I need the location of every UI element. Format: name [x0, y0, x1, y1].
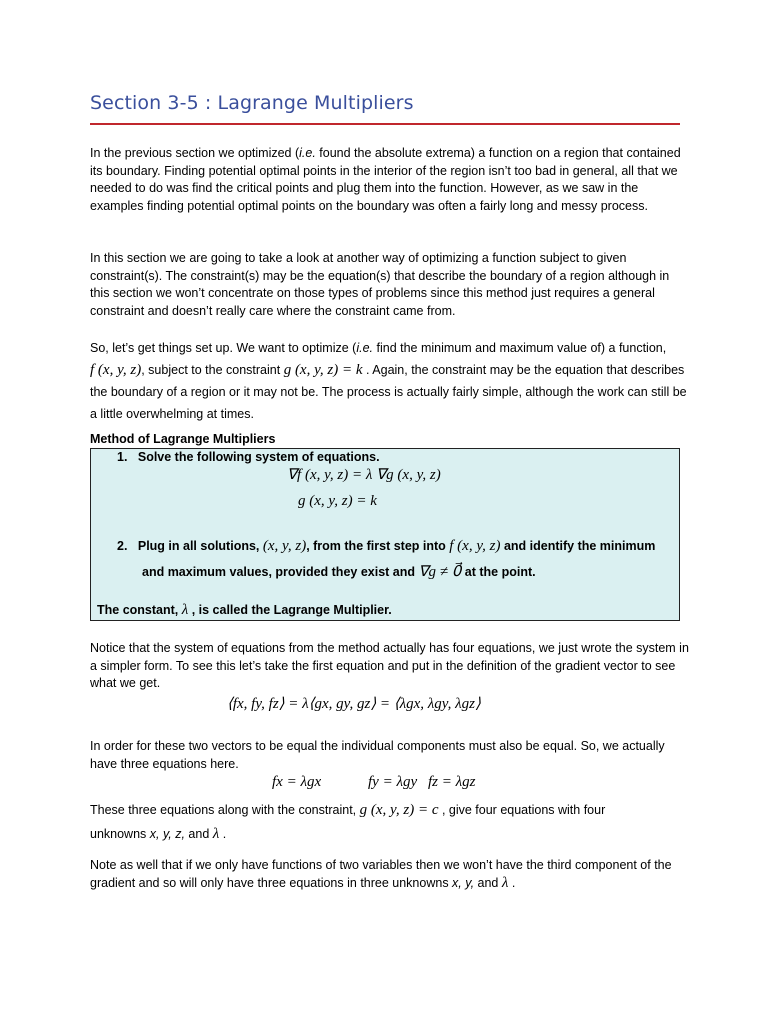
- step-number: 2.: [117, 539, 128, 553]
- text-run: So, let’s get things set up. We want to optimize (: [90, 341, 357, 355]
- body-paragraph-5: In order for these two vectors to be equal the individual components must also be equal. So, we actually have three equations here.: [90, 739, 665, 771]
- text-run: , subject to the constraint: [141, 363, 284, 377]
- lambda-symbol: λ: [212, 826, 220, 842]
- body-paragraph-6: [90, 798, 690, 846]
- lambda-symbol: λ: [501, 874, 509, 891]
- step-1: [117, 448, 380, 466]
- function-f-formula: f (x, y, z): [90, 362, 142, 378]
- text-run: Plug in all solutions,: [137, 539, 263, 553]
- text-run: and identify the minimum: [500, 539, 656, 553]
- text-run: , give four equations with four: [438, 803, 606, 817]
- text-run: .: [219, 827, 227, 841]
- lambda-symbol: λ: [181, 602, 189, 618]
- ie-abbrev: i.e.: [299, 146, 316, 160]
- variables-xyz: x, y, z,: [149, 827, 185, 841]
- gradient-nonzero-condition: ∇g ≠ 0⃗: [418, 564, 462, 580]
- constraint-formula: g (x, y, z) = k: [283, 362, 363, 378]
- text-run: and maximum values, provided they exist and: [142, 565, 419, 579]
- body-paragraph-4: Notice that the system of equations from the method actually has four equations, we just wrote the system in a simpler form. To see this let’s take the first equation and put in the definition of the gradient vector to see what we get.: [90, 641, 689, 690]
- text-run: unknowns: [90, 827, 150, 841]
- step-text: Solve the following system of equations.: [137, 450, 380, 464]
- text-run: These three equations along with the constraint,: [90, 803, 360, 817]
- component-equation-x: fx = λgx: [272, 774, 322, 790]
- text-run: at the point.: [461, 565, 536, 579]
- text-run: Note as well that if we only have functions of two variables then we won’t have the third component of the gradient and so will only have three equations in three unknowns: [90, 858, 672, 890]
- component-equation-z: fz = λgz: [428, 774, 476, 790]
- text-run: find the minimum and maximum value of) a function,: [373, 341, 667, 355]
- text-run: , is called the Lagrange Multiplier.: [188, 603, 392, 617]
- title-underline: [90, 123, 680, 125]
- gradient-vector-equation: ⟨fx, fy, fz⟩ = λ⟨gx, gy, gz⟩ = ⟨λgx, λgy, λgz⟩: [227, 696, 481, 712]
- point-xyz: (x, y, z): [262, 538, 307, 554]
- step-number: 1.: [117, 450, 128, 464]
- section-title: Section 3-5 : Lagrange Multipliers: [90, 92, 414, 114]
- text-run: , from the first step into: [306, 539, 450, 553]
- step-2-line-2: [142, 563, 536, 581]
- intro-paragraph-3: [90, 337, 690, 425]
- text-run: The constant,: [97, 603, 182, 617]
- text-run: .: [508, 875, 516, 890]
- constraint-c-formula: g (x, y, z) = c: [359, 802, 439, 818]
- intro-paragraph-2: In this section we are going to take a look at another way of optimizing a function subject to given constraint(s). The constraint(s) may be the equation(s) that describe the boundary of a region although in this section we won’t concentrate on those types of problems since this method just requires a general constraint and doesn’t really care where the constraint came from.: [90, 251, 670, 318]
- ie-abbrev: i.e.: [356, 341, 374, 355]
- intro-paragraph-1: [90, 145, 690, 215]
- text-run: found the absolute extrema) a function on a region that contained its boundary. Finding potential optimal points in the interior of the region isn’t too bad in general, all that we needed to do was find the critical points and plug them into the function. However, as we saw in the examples finding potential optimal points on the boundary was often a fairly long and messy process.: [90, 146, 681, 213]
- step-2-line-1: [117, 537, 655, 555]
- variables-xy: x, y,: [452, 875, 475, 890]
- text-run: and: [184, 827, 213, 841]
- component-equation-y: fy = λgy: [368, 774, 418, 790]
- text-run: In the previous section we optimized (: [90, 146, 300, 160]
- text-run: and: [474, 875, 502, 890]
- method-heading: Method of Lagrange Multipliers: [90, 432, 276, 446]
- lagrange-multiplier-note: [97, 601, 392, 619]
- constraint-equation: g (x, y, z) = k: [298, 493, 377, 509]
- function-f-formula: f (x, y, z): [449, 538, 501, 554]
- lagrange-equation: ∇f (x, y, z) = λ ∇g (x, y, z): [287, 467, 441, 483]
- method-box: [90, 448, 680, 621]
- body-paragraph-7: [90, 857, 690, 892]
- text-run: . Again, the constraint may be the equation that describes the boundary of a region or it may not be. The process is actually fairly simple, although the work can still be a little overwhelming at times.: [90, 363, 687, 421]
